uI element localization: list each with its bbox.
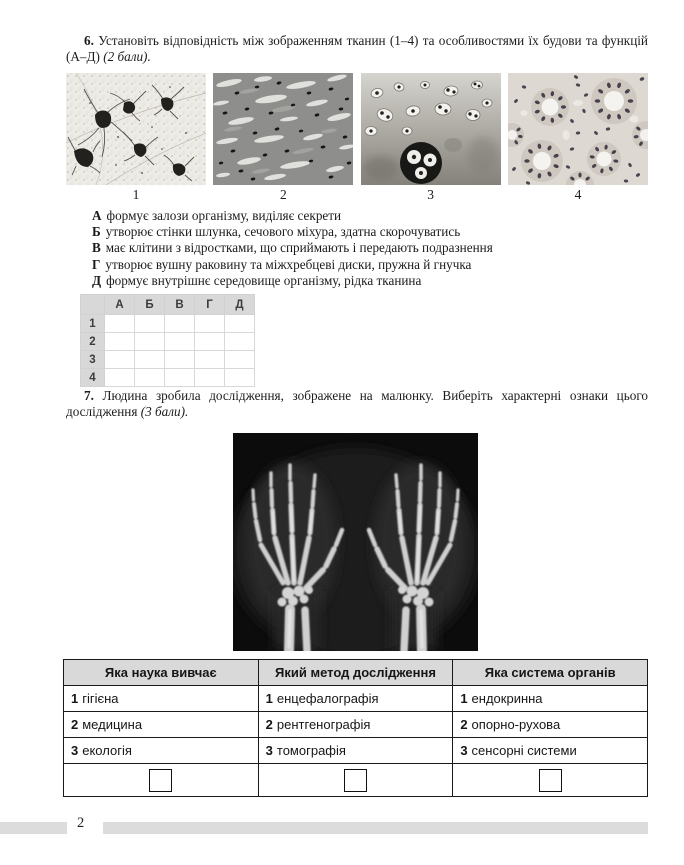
tissue-label-3: 3 (427, 187, 435, 202)
grid-answer-cell[interactable] (105, 351, 135, 369)
grid-answer-cell[interactable] (195, 333, 225, 351)
grid-answer-cell[interactable] (165, 333, 195, 351)
hands-xray-image (233, 433, 478, 651)
question7-number: 7. (84, 388, 94, 403)
footer-right-bar (103, 822, 648, 834)
grid-corner-cell (81, 295, 105, 315)
option-item-g (92, 257, 493, 273)
survey-option-cell (258, 738, 453, 764)
option-label: опорно-рухова (471, 717, 561, 732)
option-letter: Г (92, 256, 101, 272)
option-label: енцефалографія (276, 691, 379, 706)
page-number: 2 (77, 815, 85, 831)
option-number: 2 (460, 717, 468, 732)
grid-answer-cell[interactable] (105, 333, 135, 351)
option-item-a (92, 208, 493, 224)
grid-answer-cell[interactable] (105, 315, 135, 333)
survey-header-method: Який метод дослідження (258, 660, 453, 686)
question7-score: (3 бали). (140, 403, 189, 419)
tissue-figure-1 (66, 73, 206, 203)
grid-col-header-d: Д (225, 295, 255, 315)
survey-checkbox-cell (64, 764, 259, 797)
grid-answer-cell[interactable] (135, 315, 165, 333)
option-number: 3 (460, 743, 468, 758)
option-label: екологія (82, 743, 132, 758)
survey-option-cell (64, 712, 259, 738)
nervous-tissue-micrograph (66, 73, 206, 185)
grid-answer-cell[interactable] (195, 315, 225, 333)
option-item-d (92, 273, 493, 289)
survey-option-cell (453, 686, 648, 712)
option-item-b (92, 224, 493, 240)
grid-answer-cell[interactable] (225, 351, 255, 369)
option-label: гігієна (82, 691, 119, 706)
grid-answer-cell[interactable] (195, 351, 225, 369)
survey-checkbox-cell (258, 764, 453, 797)
option-letter: А (92, 208, 102, 223)
grid-answer-cell[interactable] (165, 369, 195, 387)
grid-row-header-3: 3 (81, 351, 105, 369)
answer-checkbox[interactable] (344, 769, 367, 792)
survey-header-system: Яка система органів (453, 660, 648, 686)
option-text: формує залози організму, виділяє секрети (106, 208, 342, 223)
option-letter: Б (92, 224, 101, 240)
option-number: 2 (265, 717, 273, 732)
grid-answer-cell[interactable] (135, 369, 165, 387)
option-number: 2 (71, 717, 79, 732)
question7-text (66, 388, 648, 419)
tissue-figures (66, 73, 648, 203)
option-text: утворює вушну раковину та міжхребцеві диски, пружна й гнучка (105, 256, 472, 272)
question6-body: Установіть відповідність між зображенням тканин (1–4) та особливостями їх будови та функцій (А–Д) (66, 33, 648, 64)
survey-option-cell (64, 686, 259, 712)
option-label: ендокринна (471, 691, 543, 706)
grid-answer-cell[interactable] (105, 369, 135, 387)
grid-answer-cell[interactable] (135, 351, 165, 369)
question7-body: Людина зробила дослідження, зображене на малюнку. Виберіть характерні ознаки цього дослідження (66, 388, 648, 419)
grid-row-header-1: 1 (81, 315, 105, 333)
option-item-v (92, 240, 493, 256)
option-number: 3 (71, 743, 79, 758)
tissue-label-1: 1 (132, 187, 140, 202)
grid-answer-cell[interactable] (165, 315, 195, 333)
grid-answer-cell[interactable] (135, 333, 165, 351)
question6-number: 6. (84, 33, 94, 48)
tissue-figure-2 (213, 73, 353, 203)
grid-row-header-4: 4 (81, 369, 105, 387)
question6-text (66, 33, 648, 64)
footer-left-bar (0, 822, 67, 834)
option-number: 1 (265, 691, 273, 706)
option-label: сенсорні системи (471, 743, 577, 758)
smooth-muscle-micrograph (213, 73, 353, 185)
survey-option-cell (258, 712, 453, 738)
option-number: 3 (265, 743, 273, 758)
option-letter: Д (92, 272, 102, 288)
grid-col-header-v: В (165, 295, 195, 315)
tissue-figure-4 (508, 73, 648, 203)
cartilage-micrograph (361, 73, 501, 185)
grid-answer-cell[interactable] (195, 369, 225, 387)
option-label: медицина (82, 717, 143, 732)
option-text: утворює стінки шлунка, сечового міхура, здатна скорочуватись (105, 224, 461, 240)
survey-option-cell (453, 738, 648, 764)
grid-answer-cell[interactable] (225, 369, 255, 387)
question6-options (92, 208, 493, 289)
grid-col-header-b: Б (135, 295, 165, 315)
option-label: рентгенографія (276, 717, 371, 732)
grid-col-header-a: А (105, 295, 135, 315)
option-text: формує внутрішнє середовище організму, рідка тканина (106, 272, 422, 288)
survey-option-cell (453, 712, 648, 738)
question6-score: (2 бали). (103, 48, 151, 64)
question7-table (63, 659, 648, 797)
answer-checkbox[interactable] (539, 769, 562, 792)
hands-xray-svg (233, 433, 478, 651)
answer-grid (80, 294, 255, 387)
glandular-epithelium-micrograph (508, 73, 648, 185)
tissue-label-4: 4 (574, 187, 582, 202)
option-number: 1 (71, 691, 79, 706)
grid-answer-cell[interactable] (225, 333, 255, 351)
grid-answer-cell[interactable] (165, 351, 195, 369)
grid-answer-cell[interactable] (225, 315, 255, 333)
grid-col-header-g: Г (195, 295, 225, 315)
option-text: має клітини з відростками, що сприймають і передають подразнення (105, 240, 493, 256)
survey-option-cell (64, 738, 259, 764)
grid-row-header-2: 2 (81, 333, 105, 351)
option-label: томографія (276, 743, 346, 758)
survey-checkbox-cell (453, 764, 648, 797)
survey-header-science: Яка наука вивчає (64, 660, 259, 686)
survey-option-cell (258, 686, 453, 712)
answer-checkbox[interactable] (149, 769, 172, 792)
option-letter: В (92, 240, 101, 256)
option-number: 1 (460, 691, 468, 706)
tissue-figure-3 (361, 73, 501, 203)
tissue-label-2: 2 (279, 187, 287, 202)
